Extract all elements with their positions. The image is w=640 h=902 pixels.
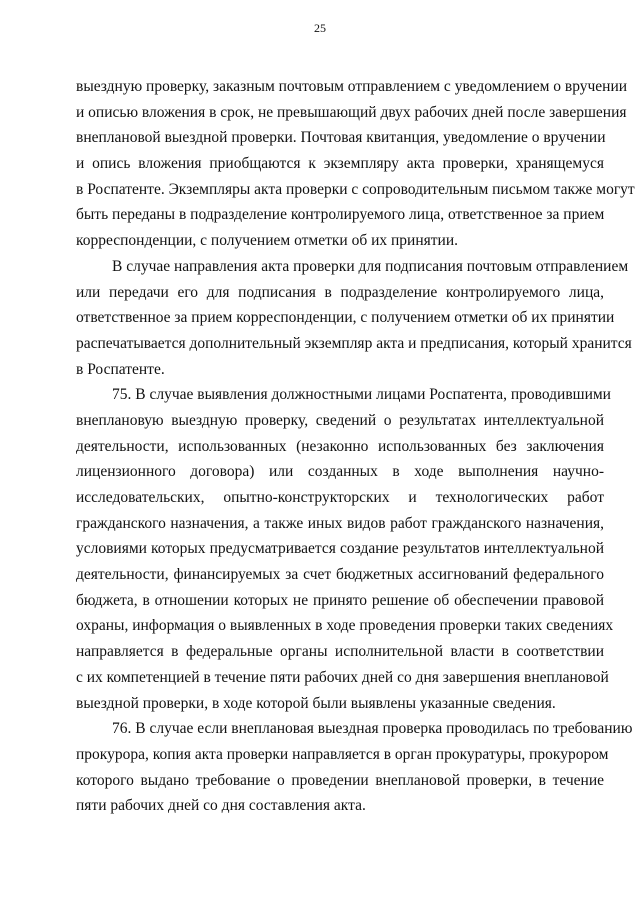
- text-line: внеплановую выездную проверку, сведений о результатах интеллектуальной: [76, 411, 604, 429]
- text-line: пяти рабочих дней со дня составления акта.: [76, 797, 366, 815]
- text-line: с их компетенцией в течение пяти рабочих дней со дня завершения внеплановой: [76, 668, 609, 686]
- text-line: прокурора, копия акта проверки направляется в орган прокуратуры, прокурором: [76, 745, 609, 763]
- paragraph-76: [76, 716, 633, 819]
- text-line: в Роспатенте.: [76, 360, 165, 378]
- text-line: которого выдано требование о проведении внеплановой проверки, в течение: [76, 771, 604, 789]
- paragraph-continued: [76, 74, 635, 254]
- text-line: выездную проверку, заказным почтовым отправлением с уведомлением о вручении: [76, 78, 628, 95]
- text-line: выездной проверки, в ходе которой были выявлены указанные сведения.: [76, 694, 556, 712]
- text-line: условиями которых предусматривается создание результатов интеллектуальной: [76, 540, 604, 558]
- text-line: или передачи его для подписания в подразделение контролируемого лица,: [76, 283, 604, 301]
- text-line: внеплановой выездной проверки. Почтовая квитанция, уведомление о вручении: [76, 129, 606, 147]
- text-line: В случае направления акта проверки для подписания почтовым отправлением: [112, 257, 629, 275]
- paragraph-mail-delivery: [76, 254, 632, 382]
- text-line: охраны, информация о выявленных в ходе проведения проверки таких сведениях: [76, 617, 614, 635]
- document-body: [76, 74, 635, 819]
- text-line: корреспонденции, с получением отметки об их принятии.: [76, 232, 458, 250]
- text-line: ответственное за прием корреспонденции, с получением отметки об их принятии: [76, 309, 615, 327]
- text-line: деятельности, финансируемых за счет бюджетных ассигнований федерального: [76, 566, 604, 584]
- text-line: исследовательских, опытно-конструкторских и технологических работ: [76, 489, 604, 506]
- text-line: 75. В случае выявления должностными лицами Роспатента, проводившими: [112, 386, 611, 404]
- text-line: направляется в федеральные органы исполнительной власти в соответствии: [76, 643, 604, 661]
- text-line: распечатывается дополнительный экземпляр акта и предписания, который хранится: [76, 334, 632, 352]
- text-line: лицензионного договора) или созданных в ходе выполнения научно-: [76, 463, 604, 481]
- paragraph-75: [76, 382, 614, 716]
- text-line: в Роспатенте. Экземпляры акта проверки с сопроводительным письмом также могут: [76, 180, 635, 198]
- text-line: деятельности, использованных (незаконно использованных без заключения: [76, 437, 604, 455]
- text-line: быть переданы в подразделение контролируемого лица, ответственное за прием: [76, 206, 605, 224]
- text-line: 76. В случае если внеплановая выездная проверка проводилась по требованию: [112, 720, 633, 738]
- text-line: и опись вложения приобщаются к экземпляру акта проверки, хранящемуся: [76, 155, 604, 173]
- text-line: гражданского назначения, а также иных видов работ гражданского назначения,: [76, 514, 604, 532]
- text-line: бюджета, в отношении которых не принято решение об обеспечении правовой: [76, 591, 604, 609]
- text-line: и описью вложения в срок, не превышающий двух рабочих дней после завершения: [76, 103, 627, 121]
- page-number: 25: [314, 21, 326, 35]
